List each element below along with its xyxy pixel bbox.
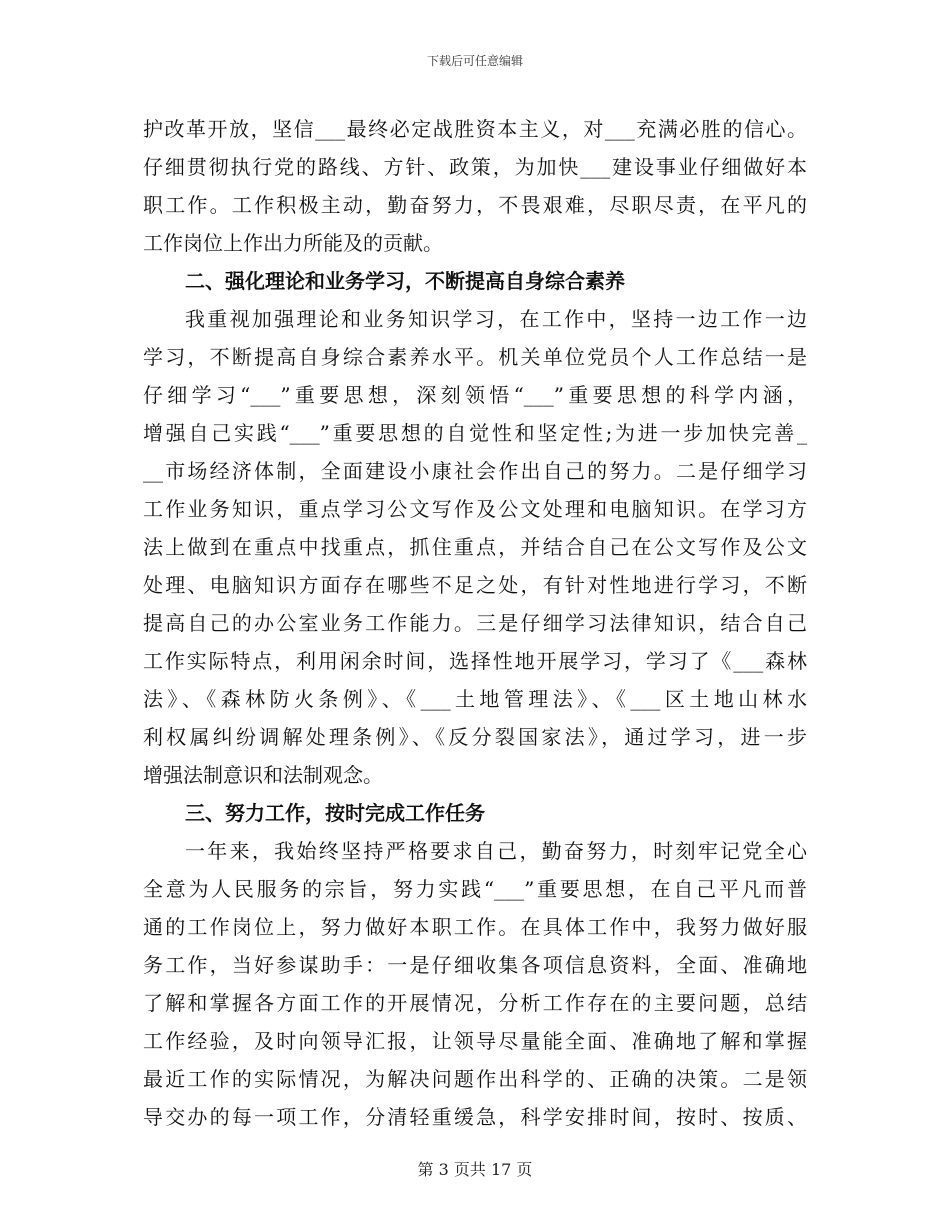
text-line: 职工作。工作积极主动，勤奋努力，不畏艰难，尽职尽责，在平凡的 bbox=[143, 193, 807, 217]
section-heading: 二、强化理论和业务学习，不断提高自身综合素养 bbox=[185, 269, 625, 293]
text-line: 通的工作岗位上，努力做好本职工作。在具体工作中，我努力做好服 bbox=[143, 915, 807, 939]
text-line: 增强自己实践“___”重要思想的自觉性和坚定性;为进一步加快完善_ bbox=[143, 421, 807, 445]
text-line: 务工作，当好参谋助手：一是仔细收集各项信息资料，全面、准确地 bbox=[143, 953, 807, 977]
page-footer: 第 3 页共 17 页 bbox=[417, 1160, 533, 1179]
section-heading: 三、努力工作，按时完成工作任务 bbox=[185, 801, 485, 825]
text-line: 提高自己的办公室业务工作能力。三是仔细学习法律知识，结合自己 bbox=[143, 611, 807, 635]
text-line: 一年来，我始终坚持严格要求自己，勤奋努力，时刻牢记党全心 bbox=[185, 839, 807, 863]
text-line: 增强法制意识和法制观念。 bbox=[143, 763, 383, 787]
text-line: 导交办的每一项工作，分清轻重缓急，科学安排时间，按时、按质、 bbox=[143, 1105, 807, 1129]
text-line: 我重视加强理论和业务知识学习，在工作中，坚持一边工作一边 bbox=[185, 307, 807, 331]
text-line: 了解和掌握各方面工作的开展情况，分析工作存在的主要问题，总结 bbox=[143, 991, 807, 1015]
text-line: 处理、电脑知识方面存在哪些不足之处，有针对性地进行学习，不断 bbox=[143, 573, 807, 597]
text-line: 仔细贯彻执行党的路线、方针、政策，为加快___建设事业仔细做好本 bbox=[143, 155, 807, 179]
text-line: 工作实际特点，利用闲余时间，选择性地开展学习，学习了《___森林 bbox=[143, 649, 807, 673]
page-header: 下载后可任意编辑 bbox=[426, 54, 523, 68]
text-line: 仔细学习“___”重要思想，深刻领悟“___”重要思想的科学内涵， bbox=[143, 383, 807, 407]
text-line: 全意为人民服务的宗旨，努力实践“___”重要思想，在自己平凡而普 bbox=[143, 877, 807, 901]
document-body bbox=[143, 110, 807, 1136]
text-line: 护改革开放，坚信___最终必定战胜资本主义，对___充满必胜的信心。 bbox=[143, 117, 807, 141]
text-line: 法》、《森林防火条例》、《___土地管理法》、《___区土地山林水 bbox=[143, 687, 807, 711]
text-line: 利权属纠纷调解处理条例》、《反分裂国家法》，通过学习，进一步 bbox=[143, 725, 807, 749]
text-line: 工作业务知识，重点学习公文写作及公文处理和电脑知识。在学习方 bbox=[143, 497, 807, 521]
text-line: __市场经济体制，全面建设小康社会作出自己的努力。二是仔细学习 bbox=[143, 459, 807, 483]
text-line: 工作经验，及时向领导汇报，让领导尽量能全面、准确地了解和掌握 bbox=[143, 1029, 807, 1053]
text-line: 工作岗位上作出力所能及的贡献。 bbox=[143, 231, 443, 255]
text-line: 学习，不断提高自身综合素养水平。机关单位党员个人工作总结一是 bbox=[143, 345, 807, 369]
text-line: 最近工作的实际情况，为解决问题作出科学的、正确的决策。二是领 bbox=[143, 1067, 807, 1091]
text-line: 法上做到在重点中找重点，抓住重点，并结合自己在公文写作及公文 bbox=[143, 535, 807, 559]
